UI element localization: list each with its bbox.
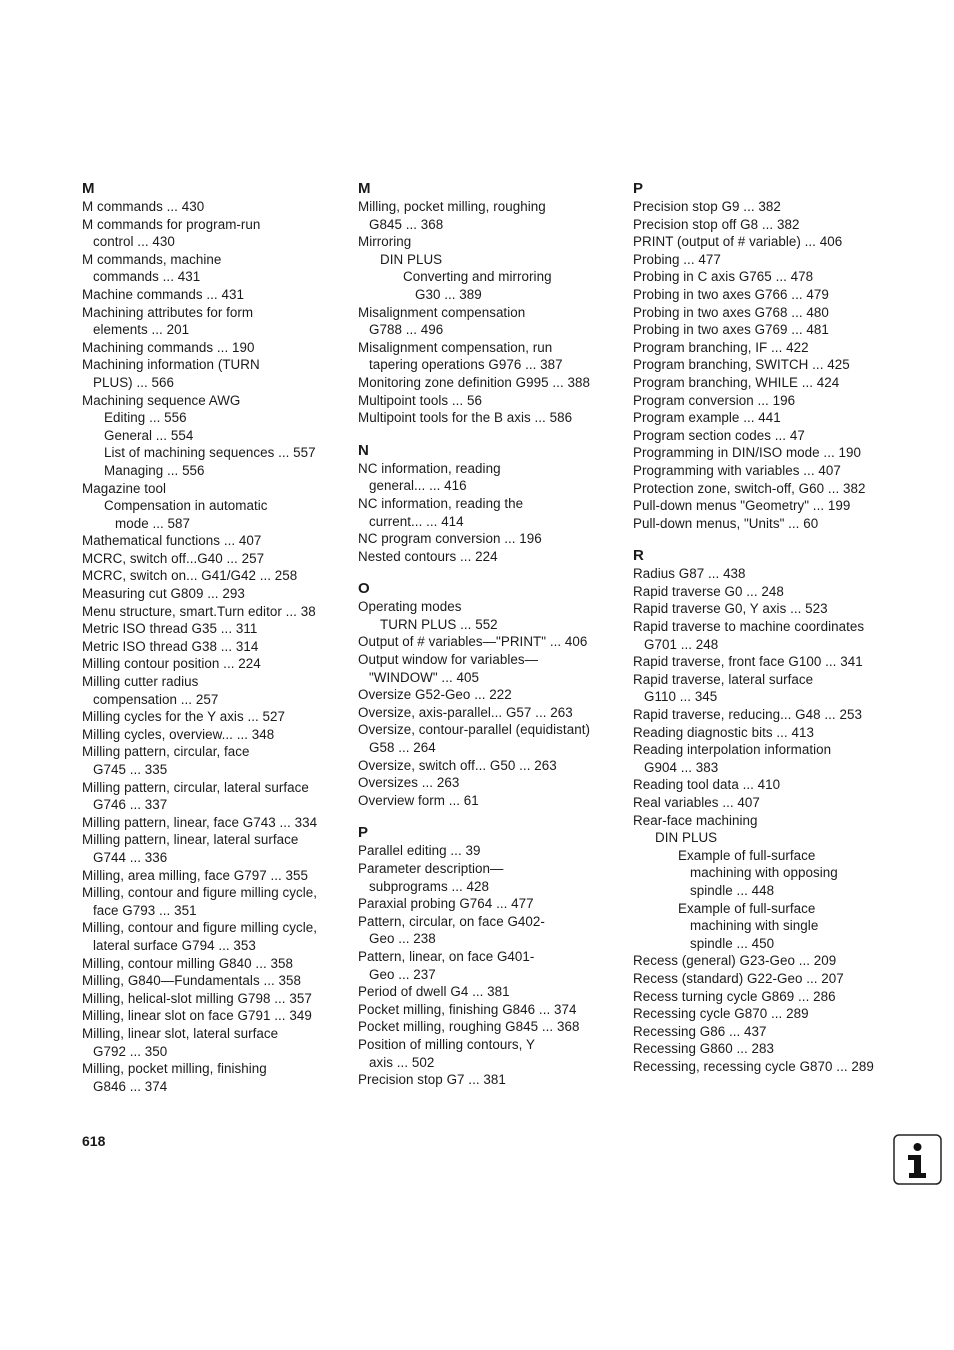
page-number: 618 bbox=[82, 1133, 106, 1149]
index-entry: Milling cutter radius bbox=[82, 674, 199, 690]
index-entry: Rapid traverse G0 ... 248 bbox=[633, 583, 784, 599]
index-entry: Measuring cut G809 ... 293 bbox=[82, 586, 245, 602]
index-entry: NC information, reading the bbox=[358, 495, 524, 511]
index-entry: Oversize, switch off... G50 ... 263 bbox=[358, 757, 557, 773]
index-entry: G746 ... 337 bbox=[93, 797, 168, 813]
index-entry: Period of dwell G4 ... 381 bbox=[358, 984, 510, 1000]
section-letter-heading: M bbox=[358, 180, 371, 197]
index-entry: Recessing cycle G870 ... 289 bbox=[633, 1006, 809, 1022]
index-entry: DIN PLUS bbox=[380, 251, 443, 267]
index-entry: PLUS) ... 566 bbox=[93, 374, 175, 390]
index-entry: Rapid traverse, front face G100 ... 341 bbox=[633, 654, 863, 670]
index-entry: Milling contour position ... 224 bbox=[82, 656, 261, 672]
index-entry: Milling cycles, overview... ... 348 bbox=[82, 726, 275, 742]
index-entry: Overview form ... 61 bbox=[358, 792, 479, 808]
index-entry: NC information, reading bbox=[358, 460, 501, 476]
index-entry: elements ... 201 bbox=[93, 322, 190, 338]
section-letter-heading: P bbox=[633, 180, 644, 197]
index-entry: Operating modes bbox=[358, 599, 462, 615]
index-entry: Probing in two axes G769 ... 481 bbox=[633, 322, 829, 338]
index-entry: General ... 554 bbox=[104, 427, 194, 443]
index-entry: Program example ... 441 bbox=[633, 410, 781, 426]
index-entry: Rapid traverse, lateral surface bbox=[633, 671, 814, 687]
index-entry: Parameter description— bbox=[358, 861, 504, 876]
index-letter-section bbox=[358, 580, 628, 809]
index-entry: Milling, G840—Fundamentals ... 358 bbox=[82, 973, 302, 989]
index-entry: Program branching, SWITCH ... 425 bbox=[633, 357, 850, 373]
index-entry: Output of # variables—"PRINT" ... 406 bbox=[358, 634, 588, 650]
index-entry: G788 ... 496 bbox=[369, 322, 444, 338]
index-entry: List of machining sequences ... 557 bbox=[104, 445, 316, 461]
index-entry: machining with opposing bbox=[690, 865, 838, 881]
index-entry: G904 ... 383 bbox=[644, 759, 719, 775]
index-entry: G845 ... 368 bbox=[369, 216, 444, 232]
index-entry: Multipoint tools ... 56 bbox=[358, 392, 482, 408]
index-entry: general... ... 416 bbox=[369, 478, 467, 494]
index-entry: Milling, pocket milling, finishing bbox=[82, 1061, 267, 1077]
index-letter-section bbox=[358, 442, 628, 566]
index-entry: G30 ... 389 bbox=[415, 286, 482, 302]
index-entry: Menu structure, smart.Turn editor ... 38 bbox=[82, 603, 316, 619]
index-entry: M commands, machine bbox=[82, 251, 222, 267]
section-letter-heading: M bbox=[82, 180, 95, 197]
index-entry: Magazine tool bbox=[82, 480, 167, 496]
index-entry: MCRC, switch off...G40 ... 257 bbox=[82, 550, 265, 566]
index-entry: Oversize, contour-parallel (equidistant) bbox=[358, 722, 590, 738]
index-entry: control ... 430 bbox=[93, 234, 175, 250]
index-entry: Metric ISO thread G35 ... 311 bbox=[82, 621, 258, 637]
index-entry: Milling, contour and figure milling cycle, bbox=[82, 920, 318, 936]
index-entry: Precision stop off G8 ... 382 bbox=[633, 216, 800, 232]
index-column-2 bbox=[358, 180, 628, 1104]
index-entry: Milling, contour and figure milling cycle, bbox=[82, 885, 318, 901]
index-entry: Oversize, axis-parallel... G57 ... 263 bbox=[358, 704, 573, 720]
index-entry: Pull-down menus "Geometry" ... 199 bbox=[633, 498, 851, 514]
index-entry: TURN PLUS ... 552 bbox=[380, 616, 498, 632]
index-entry: spindle ... 448 bbox=[690, 882, 775, 898]
index-entry: face G793 ... 351 bbox=[93, 902, 197, 918]
index-entry: Pull-down menus, "Units" ... 60 bbox=[633, 515, 819, 531]
index-entry: Probing in two axes G766 ... 479 bbox=[633, 286, 829, 302]
index-entry: Milling, linear slot on face G791 ... 349 bbox=[82, 1008, 312, 1024]
index-entry: Rear-face machining bbox=[633, 812, 758, 828]
index-entry: commands ... 431 bbox=[93, 269, 201, 285]
index-entry: PRINT (output of # variable) ... 406 bbox=[633, 234, 843, 250]
index-entry: Milling, pocket milling, roughing bbox=[358, 199, 546, 214]
index-entry: Geo ... 237 bbox=[369, 966, 436, 982]
index-letter-section bbox=[82, 180, 352, 1095]
index-entry: Recessing, recessing cycle G870 ... 289 bbox=[633, 1058, 874, 1074]
section-letter-heading: N bbox=[358, 441, 369, 459]
index-entry: G744 ... 336 bbox=[93, 849, 168, 865]
index-entry: Probing in two axes G768 ... 480 bbox=[633, 304, 829, 320]
index-entry: Milling, helical-slot milling G798 ... 357 bbox=[82, 990, 312, 1006]
index-entry: Machining attributes for form bbox=[82, 304, 254, 320]
index-entry: Program section codes ... 47 bbox=[633, 427, 805, 443]
index-column-3 bbox=[633, 180, 903, 1091]
index-entry: Pattern, circular, on face G402- bbox=[358, 913, 545, 929]
index-entry: mode ... 587 bbox=[115, 515, 191, 531]
index-entry: Real variables ... 407 bbox=[633, 795, 760, 810]
section-letter-heading: P bbox=[358, 824, 369, 842]
index-letter-section bbox=[358, 180, 628, 427]
index-entry: Machine commands ... 431 bbox=[82, 286, 244, 302]
index-entry: G701 ... 248 bbox=[644, 636, 719, 652]
index-entry: subprograms ... 428 bbox=[369, 878, 490, 894]
index-entry: machining with single bbox=[690, 918, 819, 934]
index-entry: Protection zone, switch-off, G60 ... 382 bbox=[633, 480, 866, 496]
index-entry: Nested contours ... 224 bbox=[358, 548, 498, 564]
index-entry: Paraxial probing G764 ... 477 bbox=[358, 896, 534, 912]
index-entry: Program branching, WHILE ... 424 bbox=[633, 374, 840, 390]
index-entry: G110 ... 345 bbox=[644, 689, 718, 705]
index-entry: DIN PLUS bbox=[655, 830, 718, 846]
index-entry: Program branching, IF ... 422 bbox=[633, 339, 809, 355]
index-entry: Programming in DIN/ISO mode ... 190 bbox=[633, 445, 861, 461]
index-entry: Reading tool data ... 410 bbox=[633, 777, 781, 793]
index-entry: Managing ... 556 bbox=[104, 462, 205, 478]
index-entry: Milling cycles for the Y axis ... 527 bbox=[82, 709, 286, 725]
index-entry: Reading interpolation information bbox=[633, 742, 832, 758]
index-entry: NC program conversion ... 196 bbox=[358, 531, 542, 547]
index-letter-section bbox=[358, 824, 628, 1088]
index-entry: Milling, contour milling G840 ... 358 bbox=[82, 955, 293, 971]
index-entry: compensation ... 257 bbox=[93, 691, 219, 707]
index-entry: Pocket milling, finishing G846 ... 374 bbox=[358, 1001, 577, 1017]
index-entry: G846 ... 374 bbox=[93, 1078, 168, 1094]
index-entry: Pocket milling, roughing G845 ... 368 bbox=[358, 1019, 580, 1035]
index-entry: Example of full-surface bbox=[678, 900, 816, 916]
index-entry: M commands ... 430 bbox=[82, 199, 205, 214]
index-entry: Mirroring bbox=[358, 234, 412, 250]
index-entry: Recessing G86 ... 437 bbox=[633, 1023, 767, 1039]
index-entry: lateral surface G794 ... 353 bbox=[93, 937, 256, 953]
index-entry: G58 ... 264 bbox=[369, 740, 436, 756]
index-entry: Rapid traverse, reducing... G48 ... 253 bbox=[633, 707, 862, 723]
index-entry: Oversizes ... 263 bbox=[358, 775, 460, 791]
index-entry: "WINDOW" ... 405 bbox=[369, 669, 480, 685]
index-entry: axis ... 502 bbox=[369, 1054, 435, 1070]
index-entry: Probing ... 477 bbox=[633, 251, 721, 267]
index-entry: Precision stop G7 ... 381 bbox=[358, 1072, 506, 1088]
index-entry: Reading diagnostic bits ... 413 bbox=[633, 724, 814, 740]
index-entry: Machining sequence AWG bbox=[82, 392, 241, 408]
index-entry: Probing in C axis G765 ... 478 bbox=[633, 269, 814, 285]
index-entry: Rapid traverse G0, Y axis ... 523 bbox=[633, 601, 828, 617]
index-letter-section bbox=[633, 547, 903, 1075]
index-entry: Recessing G860 ... 283 bbox=[633, 1041, 775, 1057]
index-entry: Rapid traverse to machine coordinates bbox=[633, 619, 865, 635]
index-entry: Example of full-surface bbox=[678, 847, 816, 863]
section-letter-heading: R bbox=[633, 547, 644, 565]
index-entry: Milling, linear slot, lateral surface bbox=[82, 1025, 279, 1041]
index-entry: Program conversion ... 196 bbox=[633, 392, 796, 408]
index-entry: Milling, area milling, face G797 ... 355 bbox=[82, 867, 309, 883]
index-entry: Editing ... 556 bbox=[104, 410, 187, 426]
index-entry: Machining information (TURN bbox=[82, 357, 260, 373]
index-entry: Precision stop G9 ... 382 bbox=[633, 199, 781, 214]
index-entry: Oversize G52-Geo ... 222 bbox=[358, 687, 512, 703]
index-entry: Machining commands ... 190 bbox=[82, 339, 255, 355]
index-entry: Metric ISO thread G38 ... 314 bbox=[82, 638, 259, 654]
index-entry: Misalignment compensation bbox=[358, 304, 526, 320]
index-entry: current... ... 414 bbox=[369, 513, 464, 529]
info-icon bbox=[893, 1134, 942, 1185]
index-entry: MCRC, switch on... G41/G42 ... 258 bbox=[82, 568, 298, 584]
index-entry: Parallel editing ... 39 bbox=[358, 843, 481, 859]
index-entry: Milling pattern, circular, lateral surface bbox=[82, 779, 309, 795]
index-entry: Programming with variables ... 407 bbox=[633, 462, 841, 478]
index-entry: Multipoint tools for the B axis ... 586 bbox=[358, 410, 573, 426]
index-entry: spindle ... 450 bbox=[690, 935, 775, 951]
index-entry: Monitoring zone definition G995 ... 388 bbox=[358, 374, 590, 390]
index-entry: Recess (general) G23-Geo ... 209 bbox=[633, 953, 837, 969]
index-entry: Milling pattern, linear, face G743 ... 334 bbox=[82, 814, 318, 830]
index-entry: Misalignment compensation, run bbox=[358, 339, 553, 355]
index-entry: Compensation in automatic bbox=[104, 498, 268, 514]
index-entry: Milling pattern, linear, lateral surface bbox=[82, 832, 299, 848]
index-entry: Recess turning cycle G869 ... 286 bbox=[633, 988, 836, 1004]
index-entry: Converting and mirroring bbox=[403, 269, 552, 285]
index-entry: Mathematical functions ... 407 bbox=[82, 533, 262, 549]
index-entry: Milling pattern, circular, face bbox=[82, 744, 250, 760]
index-entry: G745 ... 335 bbox=[93, 762, 168, 777]
index-entry: tapering operations G976 ... 387 bbox=[369, 357, 563, 373]
index-entry: Recess (standard) G22-Geo ... 207 bbox=[633, 970, 844, 986]
index-entry: G792 ... 350 bbox=[93, 1043, 168, 1059]
section-letter-heading: O bbox=[358, 580, 370, 598]
index-entry: Radius G87 ... 438 bbox=[633, 566, 746, 582]
index-entry: Geo ... 238 bbox=[369, 931, 436, 947]
index-entry: Pattern, linear, on face G401- bbox=[358, 948, 535, 964]
index-entry: Output window for variables— bbox=[358, 652, 539, 668]
index-entry: Position of milling contours, Y bbox=[358, 1036, 535, 1052]
index-entry: M commands for program-run bbox=[82, 216, 261, 232]
index-letter-section bbox=[633, 180, 903, 532]
index-column-1 bbox=[82, 180, 352, 1110]
